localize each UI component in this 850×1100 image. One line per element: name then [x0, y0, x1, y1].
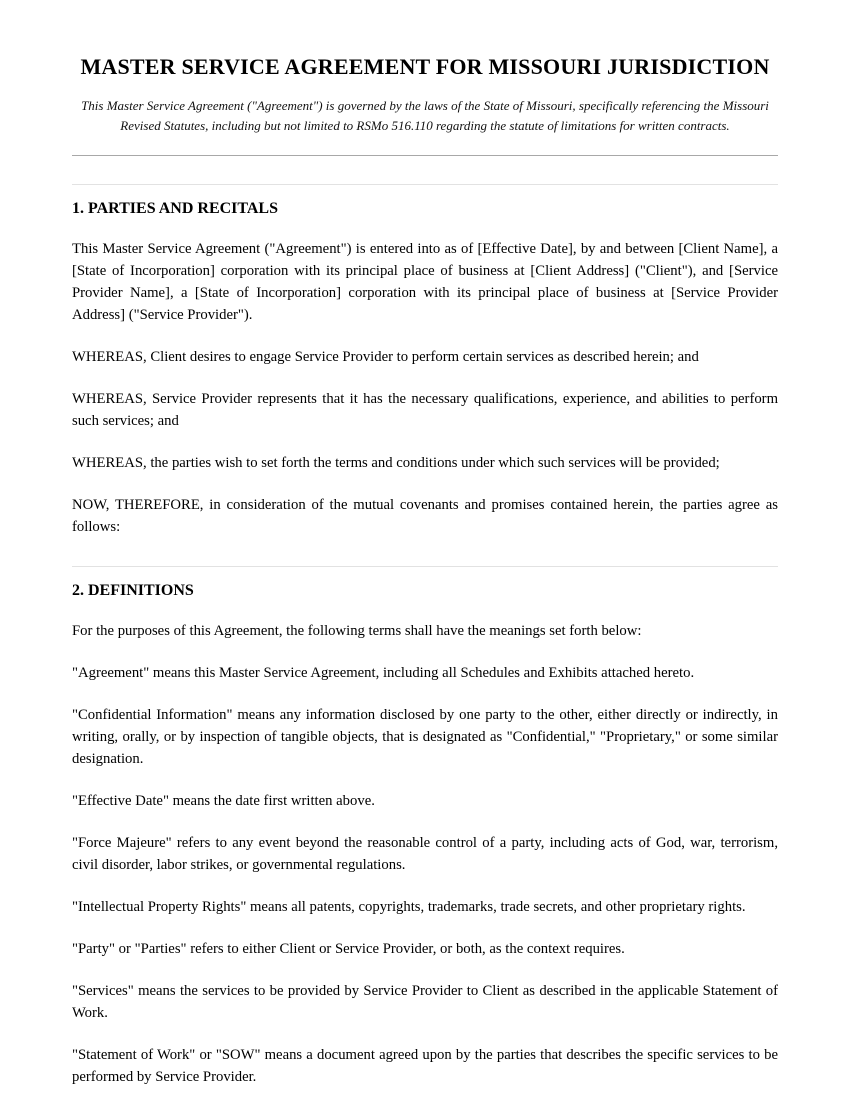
paragraph-definition-services: "Services" means the services to be provided by Service Provider to Client as described in the applicable Statement of Work. — [72, 983, 778, 1022]
paragraph-parties-intro: This Master Service Agreement ("Agreement") is entered into as of [Effective Date], by and between [Client Name], a [State of Incorporation] corporation with its principal place of business at [Client Address] ("Client"), and [Service Provider Name], a [State of Incorporation] corporation with its principal place of business at [Service Provider Address] ("Service Provider"). — [72, 241, 778, 324]
paragraph-definition-effective-date: "Effective Date" means the date first written above. — [72, 793, 375, 810]
paragraph-definition-agreement: "Agreement" means this Master Service Agreement, including all Schedules and Exhibits attached hereto. — [72, 665, 695, 682]
document-title: MASTER SERVICE AGREEMENT FOR MISSOURI JURISDICTION — [80, 54, 770, 79]
section-heading-parties-and-recitals: 1. PARTIES AND RECITALS — [72, 199, 278, 217]
section-definitions — [72, 566, 778, 1088]
section-parties-and-recitals — [72, 184, 778, 538]
paragraph-definition-party: "Party" or "Parties" refers to either Client or Service Provider, or both, as the context requires. — [72, 941, 625, 958]
paragraph-whereas-provider: WHEREAS, Service Provider represents that it has the necessary qualifications, experience, and abilities to perform such services; and — [72, 391, 778, 430]
document-subtitle: This Master Service Agreement ("Agreement") is governed by the laws of the State of Missouri, specifically referencing the Missouri Revised Statutes, including but not limited to RSMo 516.110 regarding the statute of limitations for written contracts. — [81, 98, 769, 133]
document-header — [72, 54, 778, 156]
paragraph-definitions-intro: For the purposes of this Agreement, the following terms shall have the meanings set forth below: — [72, 623, 642, 640]
paragraph-whereas-client: WHEREAS, Client desires to engage Service Provider to perform certain services as described herein; and — [72, 349, 699, 366]
paragraph-definition-statement-of-work: "Statement of Work" or "SOW" means a document agreed upon by the parties that describes the specific services to be performed by Service Provider. — [72, 1047, 778, 1086]
paragraph-definition-confidential-information: "Confidential Information" means any information disclosed by one party to the other, either directly or indirectly, in writing, orally, or by inspection of tangible objects, that is designated as "Confidential," "Proprietary," or some similar designation. — [72, 707, 778, 768]
paragraph-now-therefore: NOW, THEREFORE, in consideration of the mutual covenants and promises contained herein, the parties agree as follows: — [72, 497, 778, 536]
paragraph-whereas-terms: WHEREAS, the parties wish to set forth the terms and conditions under which such services will be provided; — [72, 455, 720, 472]
section-heading-definitions: 2. DEFINITIONS — [72, 582, 194, 600]
paragraph-definition-intellectual-property-rights: "Intellectual Property Rights" means all patents, copyrights, trademarks, trade secrets, and other proprietary rights. — [72, 899, 746, 916]
paragraph-definition-force-majeure: "Force Majeure" refers to any event beyond the reasonable control of a party, including acts of God, war, terrorism, civil disorder, labor strikes, or governmental regulations. — [72, 835, 778, 874]
